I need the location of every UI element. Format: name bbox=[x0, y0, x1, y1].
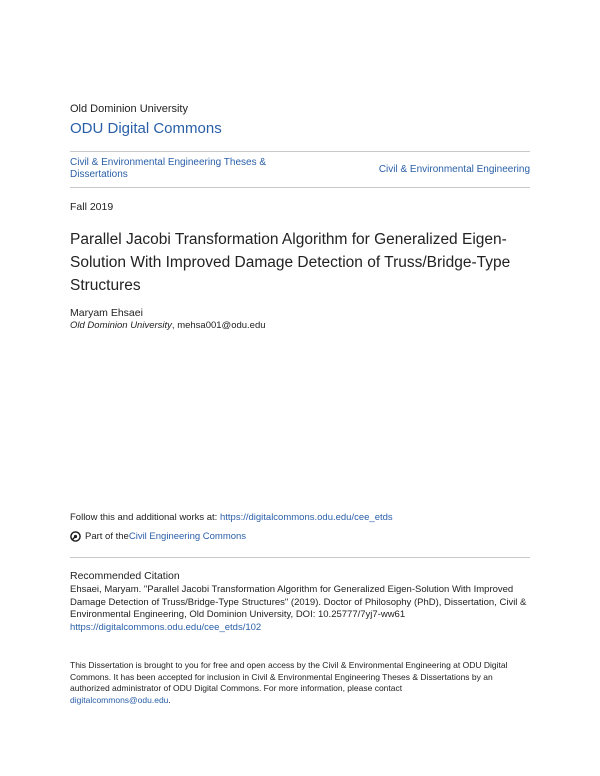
part-of-prefix: Part of the bbox=[85, 531, 129, 542]
author-email: mehsa001@odu.edu bbox=[177, 320, 266, 331]
notice-text: This Dissertation is brought to you for free and open access by the Civil & Environmental Engineering at ODU Digital Commons. It has been accepted for inclusion in Civil & Environmental Engineering Theses & Dissertations by an authorized administrator of ODU Digital Commons. For more information, please contact bbox=[70, 660, 508, 693]
follow-line bbox=[70, 512, 393, 523]
affiliation-separator: , bbox=[171, 320, 178, 331]
university-name: Old Dominion University bbox=[70, 103, 188, 115]
divider-citation bbox=[70, 557, 530, 558]
part-of-line bbox=[70, 531, 246, 542]
author-name: Maryam Ehsaei bbox=[70, 307, 143, 319]
follow-prefix: Follow this and additional works at: bbox=[70, 512, 220, 523]
divider-top bbox=[70, 151, 530, 152]
divider-bottom bbox=[70, 187, 530, 188]
access-notice bbox=[70, 660, 532, 706]
publication-date: Fall 2019 bbox=[70, 201, 114, 213]
author-institution: Old Dominion University bbox=[70, 320, 172, 331]
repository-link[interactable]: ODU Digital Commons bbox=[70, 120, 222, 137]
contact-email-link[interactable]: digitalcommons@odu.edu bbox=[70, 694, 169, 705]
creative-commons-icon bbox=[70, 531, 81, 542]
recommended-citation-heading: Recommended Citation bbox=[70, 570, 180, 582]
author-affiliation bbox=[70, 320, 266, 331]
collection-link-department[interactable]: Civil & Environmental Engineering bbox=[378, 164, 530, 175]
recommended-citation-body bbox=[70, 584, 532, 634]
citation-text: Ehsaei, Maryam. "Parallel Jacobi Transformation Algorithm for Generalized Eigen-Solution With Improved Damage Detection of Truss/Bridge-Type Structures" (2019). Doctor of Philosophy (PhD), Dissertation, Civil & Environmental Engineering, Old Dominion University, DOI: 10.25777/7yj7-ww61 bbox=[70, 584, 527, 620]
citation-url-link[interactable]: https://digitalcommons.odu.edu/cee_etds/102 bbox=[70, 621, 262, 633]
document-title: Parallel Jacobi Transformation Algorithm for Generalized Eigen-Solution With Improved Damage Detection of Truss/Bridge-Type Structures bbox=[70, 231, 511, 294]
civil-engineering-commons-link[interactable]: Civil Engineering Commons bbox=[128, 531, 247, 542]
notice-end: . bbox=[168, 694, 171, 705]
follow-url-link[interactable]: https://digitalcommons.odu.edu/cee_etds bbox=[219, 512, 393, 523]
collection-link-theses[interactable]: Civil & Environmental Engineering Theses & Dissertations bbox=[70, 157, 267, 180]
